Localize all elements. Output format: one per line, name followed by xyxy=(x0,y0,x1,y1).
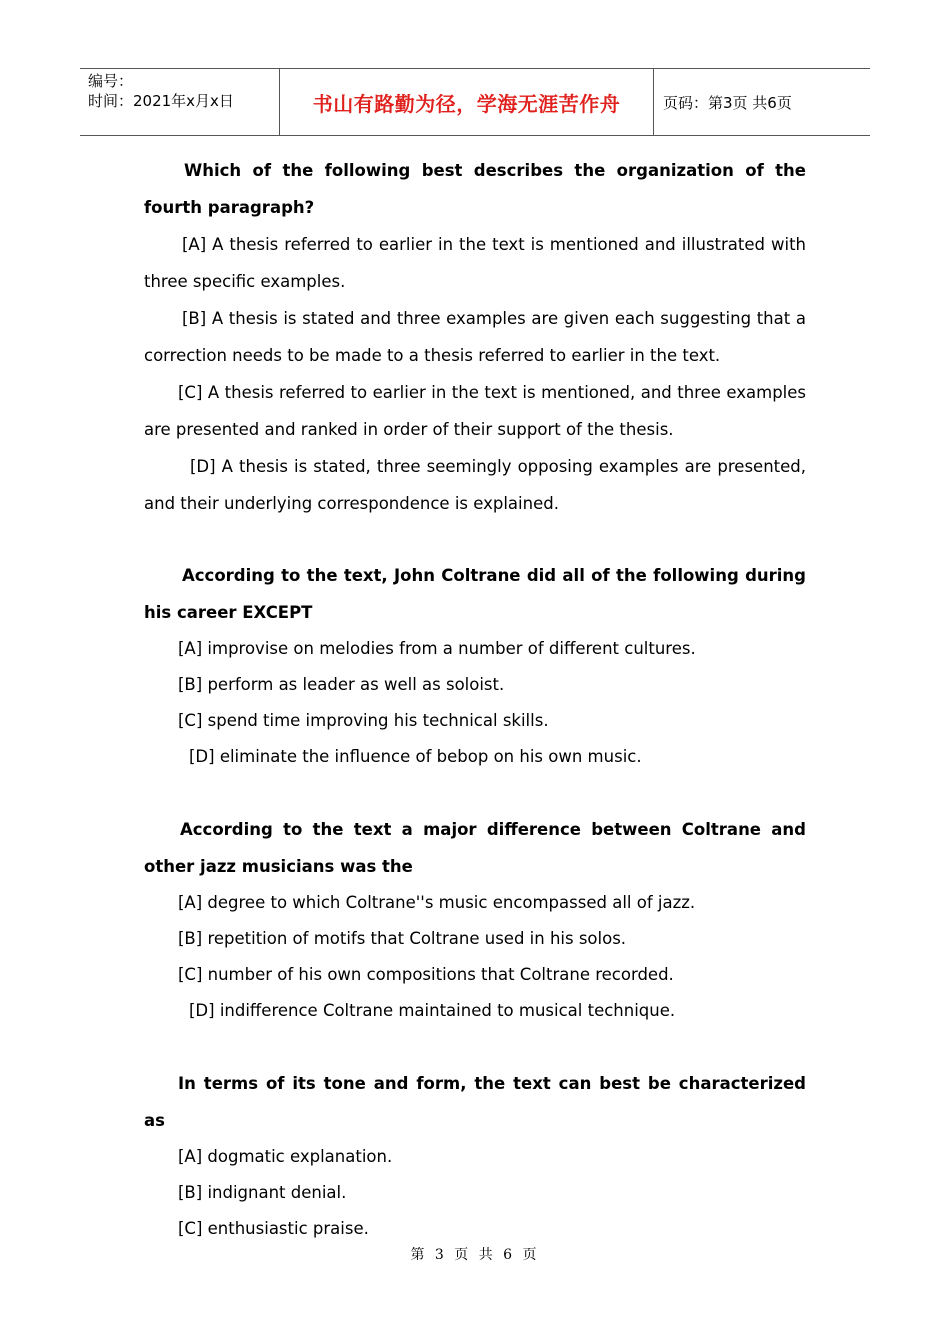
answer-option: [C] spend time improving his technical skills. xyxy=(178,711,549,730)
number-label: 编号： xyxy=(88,72,134,90)
header-page-info: 页码：第3页 共6页 xyxy=(663,93,792,112)
question-stem: According to the text, John Coltrane did all of the following during his career EXCEPT xyxy=(144,566,806,622)
answer-option: [B] indignant denial. xyxy=(178,1183,347,1202)
page-footer: 第 3 页 共 6 页 xyxy=(410,1247,540,1263)
spacer xyxy=(144,522,806,557)
answer-option: [D] A thesis is stated, three seemingly opposing examples are presented, and their underlying correspondence is explained. xyxy=(144,457,806,513)
answer-option: [A] dogmatic explanation. xyxy=(178,1147,393,1166)
question-stem: Which of the following best describes the organization of the fourth paragraph? xyxy=(144,161,806,217)
question-stem: In terms of its tone and form, the text can best be characterized as xyxy=(144,1074,806,1130)
answer-option: [A] degree to which Coltrane''s music encompassed all of jazz. xyxy=(178,893,696,912)
spacer xyxy=(144,1029,806,1065)
answer-option: [C] A thesis referred to earlier in the text is mentioned, and three examples are presented and ranked in order of their support of the thesis. xyxy=(144,383,806,439)
spacer xyxy=(144,775,806,811)
question-stem: According to the text a major difference between Coltrane and other jazz musicians was the xyxy=(144,820,806,876)
header-motto: 书山有路勤为径，学海无涯苦作舟 xyxy=(280,69,654,135)
time-label: 时间：2021年x月x日 xyxy=(88,92,234,110)
answer-option: [D] indifference Coltrane maintained to musical technique. xyxy=(189,1001,676,1020)
answer-option: [A] improvise on melodies from a number of different cultures. xyxy=(178,639,696,658)
header-meta xyxy=(80,69,280,135)
answer-option: [D] eliminate the influence of bebop on his own music. xyxy=(189,747,642,766)
answer-option: [A] A thesis referred to earlier in the text is mentioned and illustrated with three specific examples. xyxy=(144,235,806,291)
answer-option: [C] enthusiastic praise. xyxy=(178,1219,369,1238)
answer-option: [C] number of his own compositions that Coltrane recorded. xyxy=(178,965,674,984)
answer-option: [B] repetition of motifs that Coltrane used in his solos. xyxy=(178,929,627,948)
document-body xyxy=(144,152,806,1247)
answer-option: [B] perform as leader as well as soloist. xyxy=(178,675,505,694)
answer-option: [B] A thesis is stated and three examples are given each suggesting that a correction needs to be made to a thesis referred to earlier in the text. xyxy=(144,309,806,365)
page-header xyxy=(80,68,870,136)
